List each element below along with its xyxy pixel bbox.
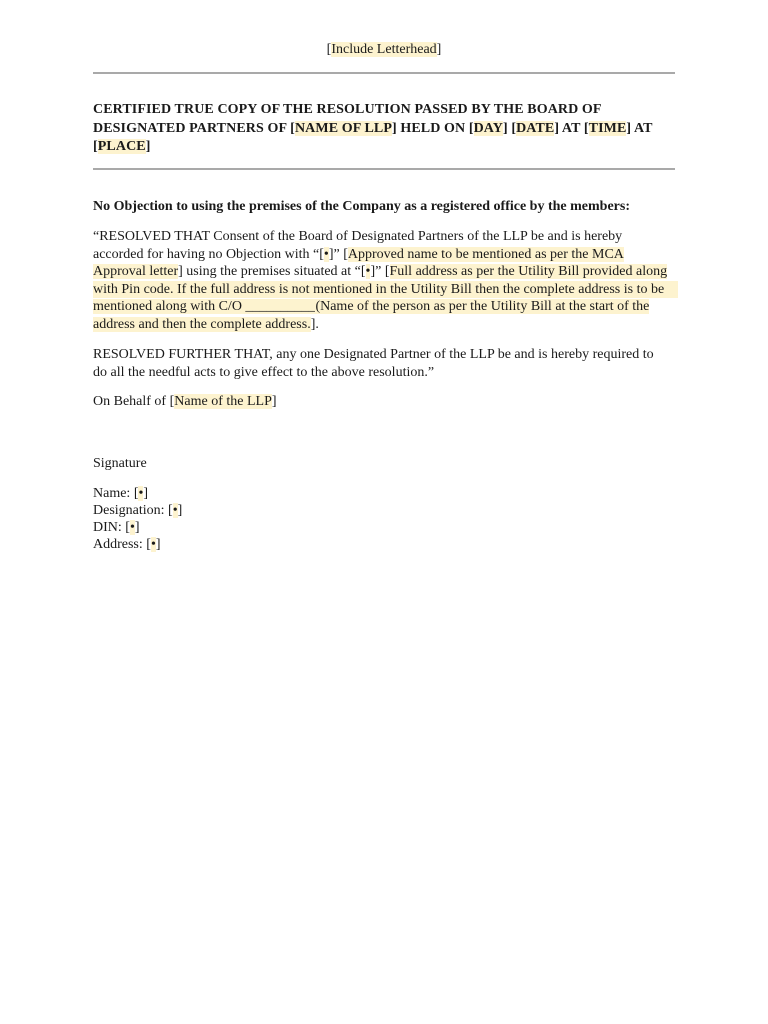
din-line [93, 519, 678, 536]
bottom-divider [93, 168, 675, 170]
para1-line-3 [93, 263, 678, 281]
letterhead-close-bracket: ] [436, 42, 442, 57]
resolution-title [93, 101, 678, 157]
title-text: ] HELD ON [ [391, 120, 474, 136]
address-instruction: address and then the complete address. [93, 316, 311, 332]
name-label: Name: [ [93, 486, 139, 501]
designation-line [93, 502, 678, 519]
title-text: ] AT [ [554, 120, 589, 136]
address-line [93, 536, 678, 553]
signature-label: Signature [93, 456, 147, 471]
care-of-text: mentioned along with C/O __________ [93, 299, 316, 314]
para2-line-1: RESOLVED FURTHER THAT, any one Designated Partner of the LLP be and is hereby required to [93, 347, 654, 362]
bullet-placeholder: • [323, 246, 329, 262]
place-placeholder: PLACE [97, 139, 146, 154]
close-bracket: ] [143, 486, 149, 501]
para2-line-2: do all the needful acts to give effect to the above resolution.” [93, 364, 435, 380]
full-address-placeholder: Full address as per the Utility Bill provided along [389, 264, 668, 279]
address-label: Address: [ [93, 537, 151, 552]
title-line-2 [93, 120, 678, 139]
din-label: DIN: [ [93, 520, 130, 535]
signatory-details [93, 485, 678, 553]
bullet-placeholder: • [365, 264, 371, 279]
title-text: ] [ [502, 120, 517, 136]
resolved-further-paragraph [93, 346, 678, 381]
para1-line-4: with Pin code. If the full address is not mentioned in the Utility Bill then the complete address is to be [93, 281, 678, 299]
llp-name-placeholder: NAME OF LLP [294, 120, 392, 136]
behalf-text: On Behalf of [ [93, 394, 175, 409]
para-text: ]” [ [370, 264, 390, 279]
top-divider [93, 72, 675, 74]
para-text: ] using the premises situated at “[ [178, 264, 366, 279]
title-text: [ [93, 139, 98, 154]
title-text: ] [145, 139, 151, 154]
letterhead-placeholder [0, 42, 768, 58]
llp-name-placeholder: Name of the LLP [174, 394, 272, 409]
title-line-1: CERTIFIED TRUE COPY OF THE RESOLUTION PASSED BY THE BOARD OF [93, 102, 602, 117]
resolution-paragraph [93, 228, 678, 333]
close-bracket: ] [177, 503, 183, 518]
para-text: ]” [ [328, 246, 348, 262]
behalf-text: ] [271, 394, 277, 409]
section-heading: No Objection to using the premises of the Company as a registered office by the members: [93, 199, 630, 214]
title-text: DESIGNATED PARTNERS OF [ [93, 120, 295, 136]
close-bracket: ] [155, 537, 161, 552]
letterhead-text: Include Letterhead [331, 42, 437, 57]
bullet-placeholder: • [150, 537, 156, 552]
designation-label: Designation: [ [93, 503, 173, 518]
date-placeholder: DATE [516, 120, 555, 136]
time-placeholder: TIME [588, 120, 627, 136]
title-text: ] AT [626, 120, 653, 136]
para-text: ]. [310, 316, 319, 332]
para-text: accorded for having no Objection with “[ [93, 246, 324, 262]
day-placeholder: DAY [473, 120, 503, 136]
letterhead-open-bracket: [ [326, 42, 332, 57]
title-line-3 [93, 138, 678, 157]
on-behalf-line [93, 393, 678, 411]
para1-line-1: “RESOLVED THAT Consent of the Board of Designated Partners of the LLP be and is hereby [93, 229, 623, 244]
close-bracket: ] [134, 520, 140, 535]
name-line [93, 485, 678, 502]
para1-line-5 [93, 298, 678, 316]
para1-line-6 [93, 316, 678, 334]
bullet-placeholder: • [138, 486, 144, 501]
bullet-placeholder: • [129, 520, 135, 535]
para1-line-2 [93, 246, 678, 264]
approval-letter-placeholder: Approval letter [93, 264, 179, 279]
approved-name-placeholder: Approved name to be mentioned as per the MCA [347, 246, 624, 262]
bullet-placeholder: • [172, 503, 178, 518]
person-name-placeholder: (Name of the person as per the Utility Bill at the start of the [315, 299, 650, 314]
